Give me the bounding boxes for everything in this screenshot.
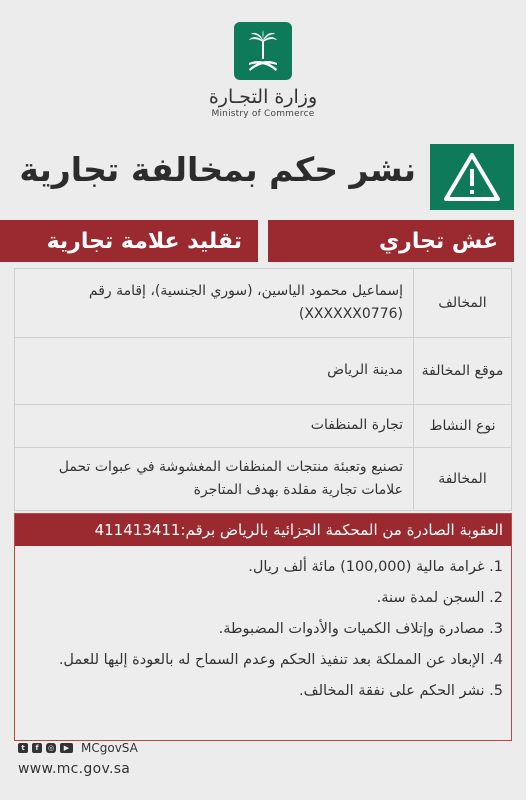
violation-tag-fraud — [268, 220, 514, 262]
violation-label: المخالفة — [413, 448, 511, 510]
palm-swords-emblem-icon — [234, 22, 292, 80]
table-row — [15, 405, 511, 448]
table-row — [15, 269, 511, 338]
violation-tag-fraud-label: غش تجاري — [379, 228, 498, 254]
location-label: موقع المخالفة — [413, 338, 511, 404]
list-item: 3. مصادرة وإتلاف الكميات والأدوات المضبوطة. — [218, 621, 503, 637]
ministry-name-english: Ministry of Commerce — [211, 109, 315, 119]
list-item: 5. نشر الحكم على نفقة المخالف. — [299, 683, 503, 699]
list-item: 4. الإبعاد عن المملكة بعد تنفيذ الحكم وعدم السماح له بالعودة إليها للعمل. — [58, 652, 503, 668]
social-links — [18, 741, 138, 755]
activity-type-label: نوع النشاط — [413, 405, 511, 447]
violation-tag-trademark — [0, 220, 258, 262]
violation-details-table — [14, 268, 512, 511]
website-link[interactable]: www.mc.gov.sa — [18, 761, 131, 777]
warning-box — [430, 144, 514, 210]
location-value: مدينة الرياض — [327, 362, 403, 379]
social-handle[interactable]: MCgovSA — [81, 741, 138, 755]
title-band — [0, 144, 526, 210]
violation-value: تصنيع وتعبئة منتجات المنظفات المغشوشة في عبوات تحمل علامات تجارية مقلدة بهدف المتاجرة — [58, 458, 403, 498]
penalty-section — [14, 513, 512, 741]
ministry-name-arabic: وزارة التجـارة — [208, 86, 318, 108]
ministry-logo — [0, 22, 526, 119]
twitter-icon[interactable]: t — [18, 743, 28, 753]
activity-type-value: تجارة المنظفات — [310, 417, 403, 434]
list-item: 1. غرامة مالية (100,000) مائة ألف ريال. — [248, 559, 503, 575]
penalty-list — [15, 546, 511, 707]
violator-value: إسماعيل محمود الياسين، (سوري الجنسية)، إقامة رقم (XXXXXX0776) — [88, 282, 403, 322]
youtube-icon[interactable]: ▶ — [60, 743, 73, 753]
violation-tag-trademark-label: تقليد علامة تجارية — [46, 228, 242, 254]
page-title: نشر حكم بمخالفة تجارية — [19, 150, 416, 189]
violator-label: المخالف — [413, 269, 511, 337]
list-item: 2. السجن لمدة سنة. — [376, 590, 503, 606]
footer — [18, 741, 138, 777]
table-row — [15, 448, 511, 510]
facebook-icon[interactable]: f — [32, 743, 42, 753]
warning-triangle-icon — [442, 151, 502, 203]
table-row — [15, 338, 511, 405]
instagram-icon[interactable]: ◎ — [47, 744, 55, 752]
penalty-header: العقوبة الصادرة من المحكمة الجزائية بالرياض برقم:411413411 — [15, 514, 511, 546]
